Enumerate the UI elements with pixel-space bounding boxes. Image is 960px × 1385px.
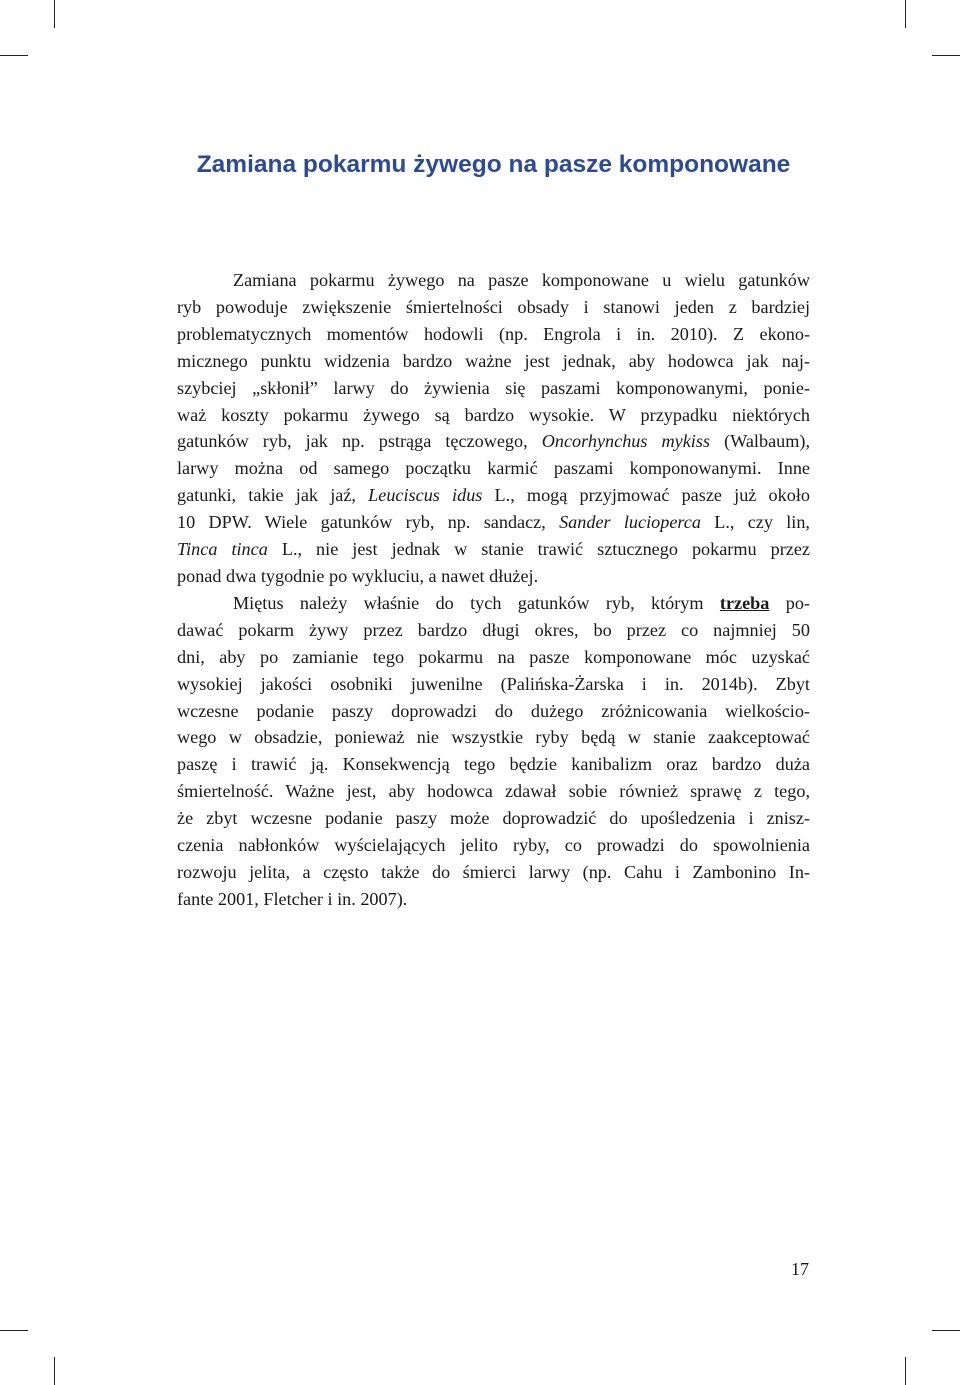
text-line: śmiertelność. Ważne jest, aby hodowca zdawał sobie również sprawę z tego, bbox=[177, 781, 810, 802]
body-text bbox=[177, 267, 810, 913]
text-segment: gatunki, takie jak jaź, bbox=[177, 485, 369, 506]
highlighted-word: trzeba bbox=[719, 592, 770, 613]
text-segment: gatunków ryb, jak np. pstrąga tęczowego, bbox=[177, 431, 542, 452]
page-number: 17 bbox=[791, 1259, 809, 1279]
species-name: Oncorhynchus mykiss bbox=[541, 431, 711, 452]
crop-mark-top-right-h bbox=[932, 55, 960, 56]
text-segment: po- bbox=[769, 592, 810, 613]
text-line bbox=[177, 482, 810, 509]
text-line: rozwoju jelita, a często także do śmierci larwy (np. Cahu i Zambonino In- bbox=[177, 861, 810, 882]
text-segment: L., nie jest jednak w stanie trawić sztucznego pokarmu przez bbox=[267, 539, 810, 560]
text-segment: L., czy lin, bbox=[700, 512, 810, 533]
crop-mark-bottom-left-h bbox=[0, 1330, 28, 1331]
text-line: szybciej „skłonił” larwy do żywienia się paszami komponowanymi, ponie- bbox=[177, 377, 810, 398]
text-line: dni, aby po zamianie tego pokarmu na pasze komponowane móc uzyskać bbox=[177, 646, 810, 667]
text-line bbox=[177, 428, 810, 455]
crop-mark-top-left-h bbox=[0, 55, 28, 56]
text-line: Zamiana pokarmu żywego na pasze komponowane u wielu gatunków bbox=[233, 270, 810, 290]
text-line: wczesne podanie paszy doprowadzi do dużego zróżnicowania wielkościo- bbox=[177, 700, 810, 721]
text-segment: Miętus należy właśnie do tych gatunków ryb, którym bbox=[233, 592, 720, 613]
text-line bbox=[177, 509, 810, 536]
text-line bbox=[177, 590, 810, 617]
text-line bbox=[177, 536, 810, 563]
text-line: czenia nabłonków wyścielających jelito ryby, co prowadzi do spowolnienia bbox=[177, 835, 810, 856]
crop-mark-bottom-right bbox=[905, 1357, 906, 1385]
text-line: dawać pokarm żywy przez bardzo długi okres, bo przez co najmniej 50 bbox=[177, 619, 810, 640]
text-segment: 10 DPW. Wiele gatunków ryb, np. sandacz, bbox=[177, 512, 560, 533]
text-line: wysokiej jakości osobniki juwenilne (Palińska-Żarska i in. 2014b). Zbyt bbox=[177, 673, 810, 694]
paragraph-2 bbox=[177, 590, 810, 913]
crop-mark-bottom-left bbox=[54, 1357, 55, 1385]
text-line: że zbyt wczesne podanie paszy może doprowadzić do upośledzenia i znisz- bbox=[177, 808, 810, 829]
text-line: larwy można od samego początku karmić paszami komponowanymi. Inne bbox=[177, 458, 810, 479]
species-name: Sander lucioperca bbox=[559, 512, 701, 533]
text-line: ryb powoduje zwiększenie śmiertelności obsady i stanowi jeden z bardziej bbox=[177, 296, 810, 317]
crop-mark-bottom-right-h bbox=[932, 1330, 960, 1331]
text-line: problematycznych momentów hodowli (np. Engrola i in. 2010). Z ekono- bbox=[177, 323, 810, 344]
text-segment: L., mogą przyjmować pasze już około bbox=[482, 485, 810, 506]
paragraph-1 bbox=[177, 267, 810, 590]
crop-mark-top-left bbox=[54, 0, 55, 28]
text-line: ponad dwa tygodnie po wykluciu, a nawet dłużej. bbox=[177, 565, 539, 586]
page-title: Zamiana pokarmu żywego na pasze komponowane bbox=[196, 151, 791, 178]
crop-mark-top-right bbox=[905, 0, 906, 28]
text-line: micznego punktu widzenia bardzo ważne jest jednak, aby hodowca jak naj- bbox=[177, 350, 810, 371]
text-segment: (Walbaum), bbox=[710, 431, 811, 452]
text-line: waż koszty pokarmu żywego są bardzo wysokie. W przypadku niektórych bbox=[177, 404, 810, 425]
text-line: wego w obsadzie, ponieważ nie wszystkie ryby będą w stanie zaakceptować bbox=[177, 727, 810, 748]
species-name: Tinca tinca bbox=[177, 539, 268, 560]
text-line: paszę i trawić ją. Konsekwencją tego będzie kanibalizm oraz bardzo duża bbox=[177, 754, 810, 775]
species-name: Leuciscus idus bbox=[368, 485, 483, 506]
text-line: fante 2001, Fletcher i in. 2007). bbox=[177, 888, 408, 909]
